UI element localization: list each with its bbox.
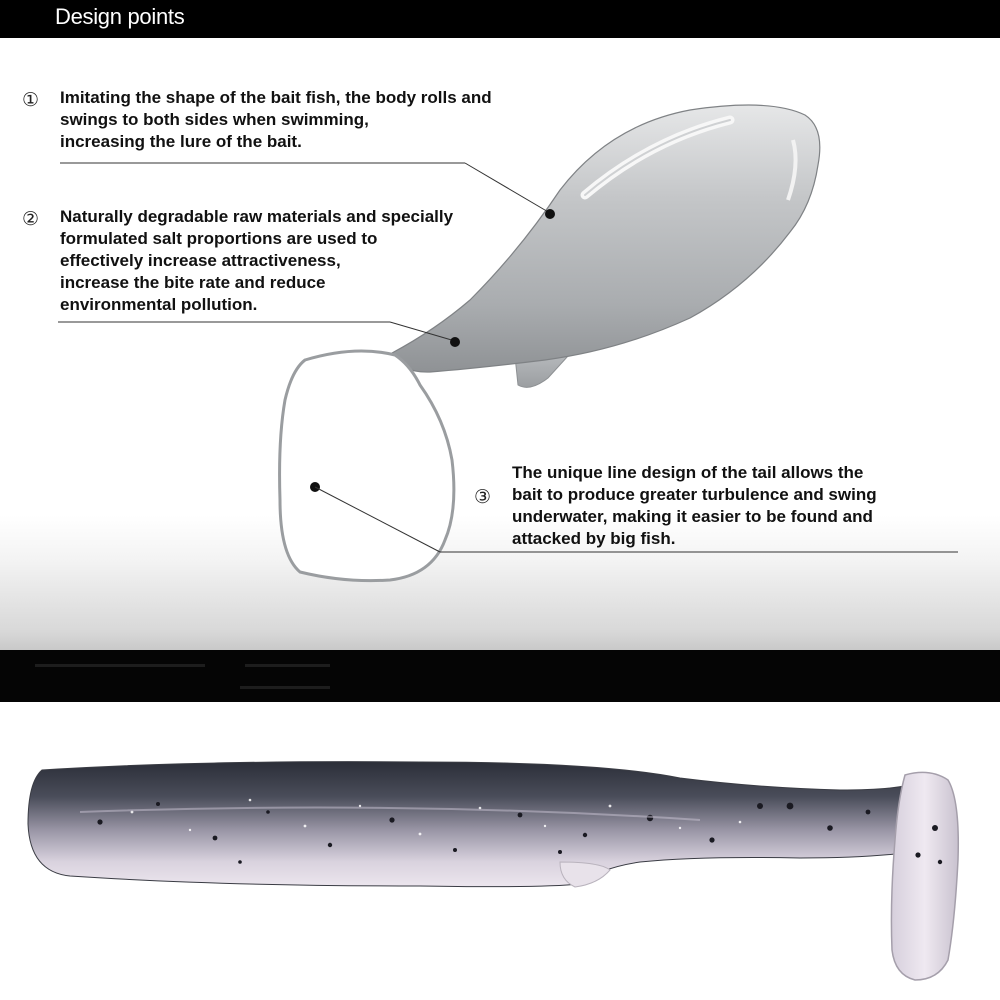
point-marker-2: ② [22, 208, 40, 230]
point-2-line-1: Naturally degradable raw materials and specially [60, 207, 454, 226]
point-1-line-1: Imitating the shape of the bait fish, the body rolls and [60, 88, 492, 107]
point-2-line-5: environmental pollution. [60, 295, 258, 314]
page-title: Design points [55, 4, 185, 29]
point-marker-3: ③ [474, 486, 492, 508]
design-point-1 [22, 87, 492, 153]
design-point-2 [22, 206, 454, 316]
separator-band [0, 650, 1000, 702]
product-photo-panel [0, 702, 1000, 1000]
point-2-line-4: increase the bite rate and reduce [60, 273, 326, 292]
point-2-line-2: formulated salt proportions are used to [60, 229, 378, 248]
point-3-line-2: bait to produce greater turbulence and swing [512, 485, 877, 504]
point-3-line-3: underwater, making it easier to be found and [512, 507, 873, 526]
point-3-line-4: attacked by big fish. [512, 529, 676, 548]
band-mark [245, 664, 330, 667]
band-mark [240, 686, 330, 689]
band-mark [35, 664, 205, 667]
point-marker-1: ① [22, 89, 40, 111]
design-point-3 [474, 462, 877, 550]
point-1-line-3: increasing the lure of the bait. [60, 132, 302, 151]
point-3-line-1: The unique line design of the tail allows the [512, 463, 864, 482]
header-bar [0, 0, 1000, 38]
point-2-line-3: effectively increase attractiveness, [60, 251, 341, 270]
point-1-line-2: swings to both sides when swimming, [60, 110, 369, 129]
paddle-tail-lure-icon [0, 702, 1000, 1000]
